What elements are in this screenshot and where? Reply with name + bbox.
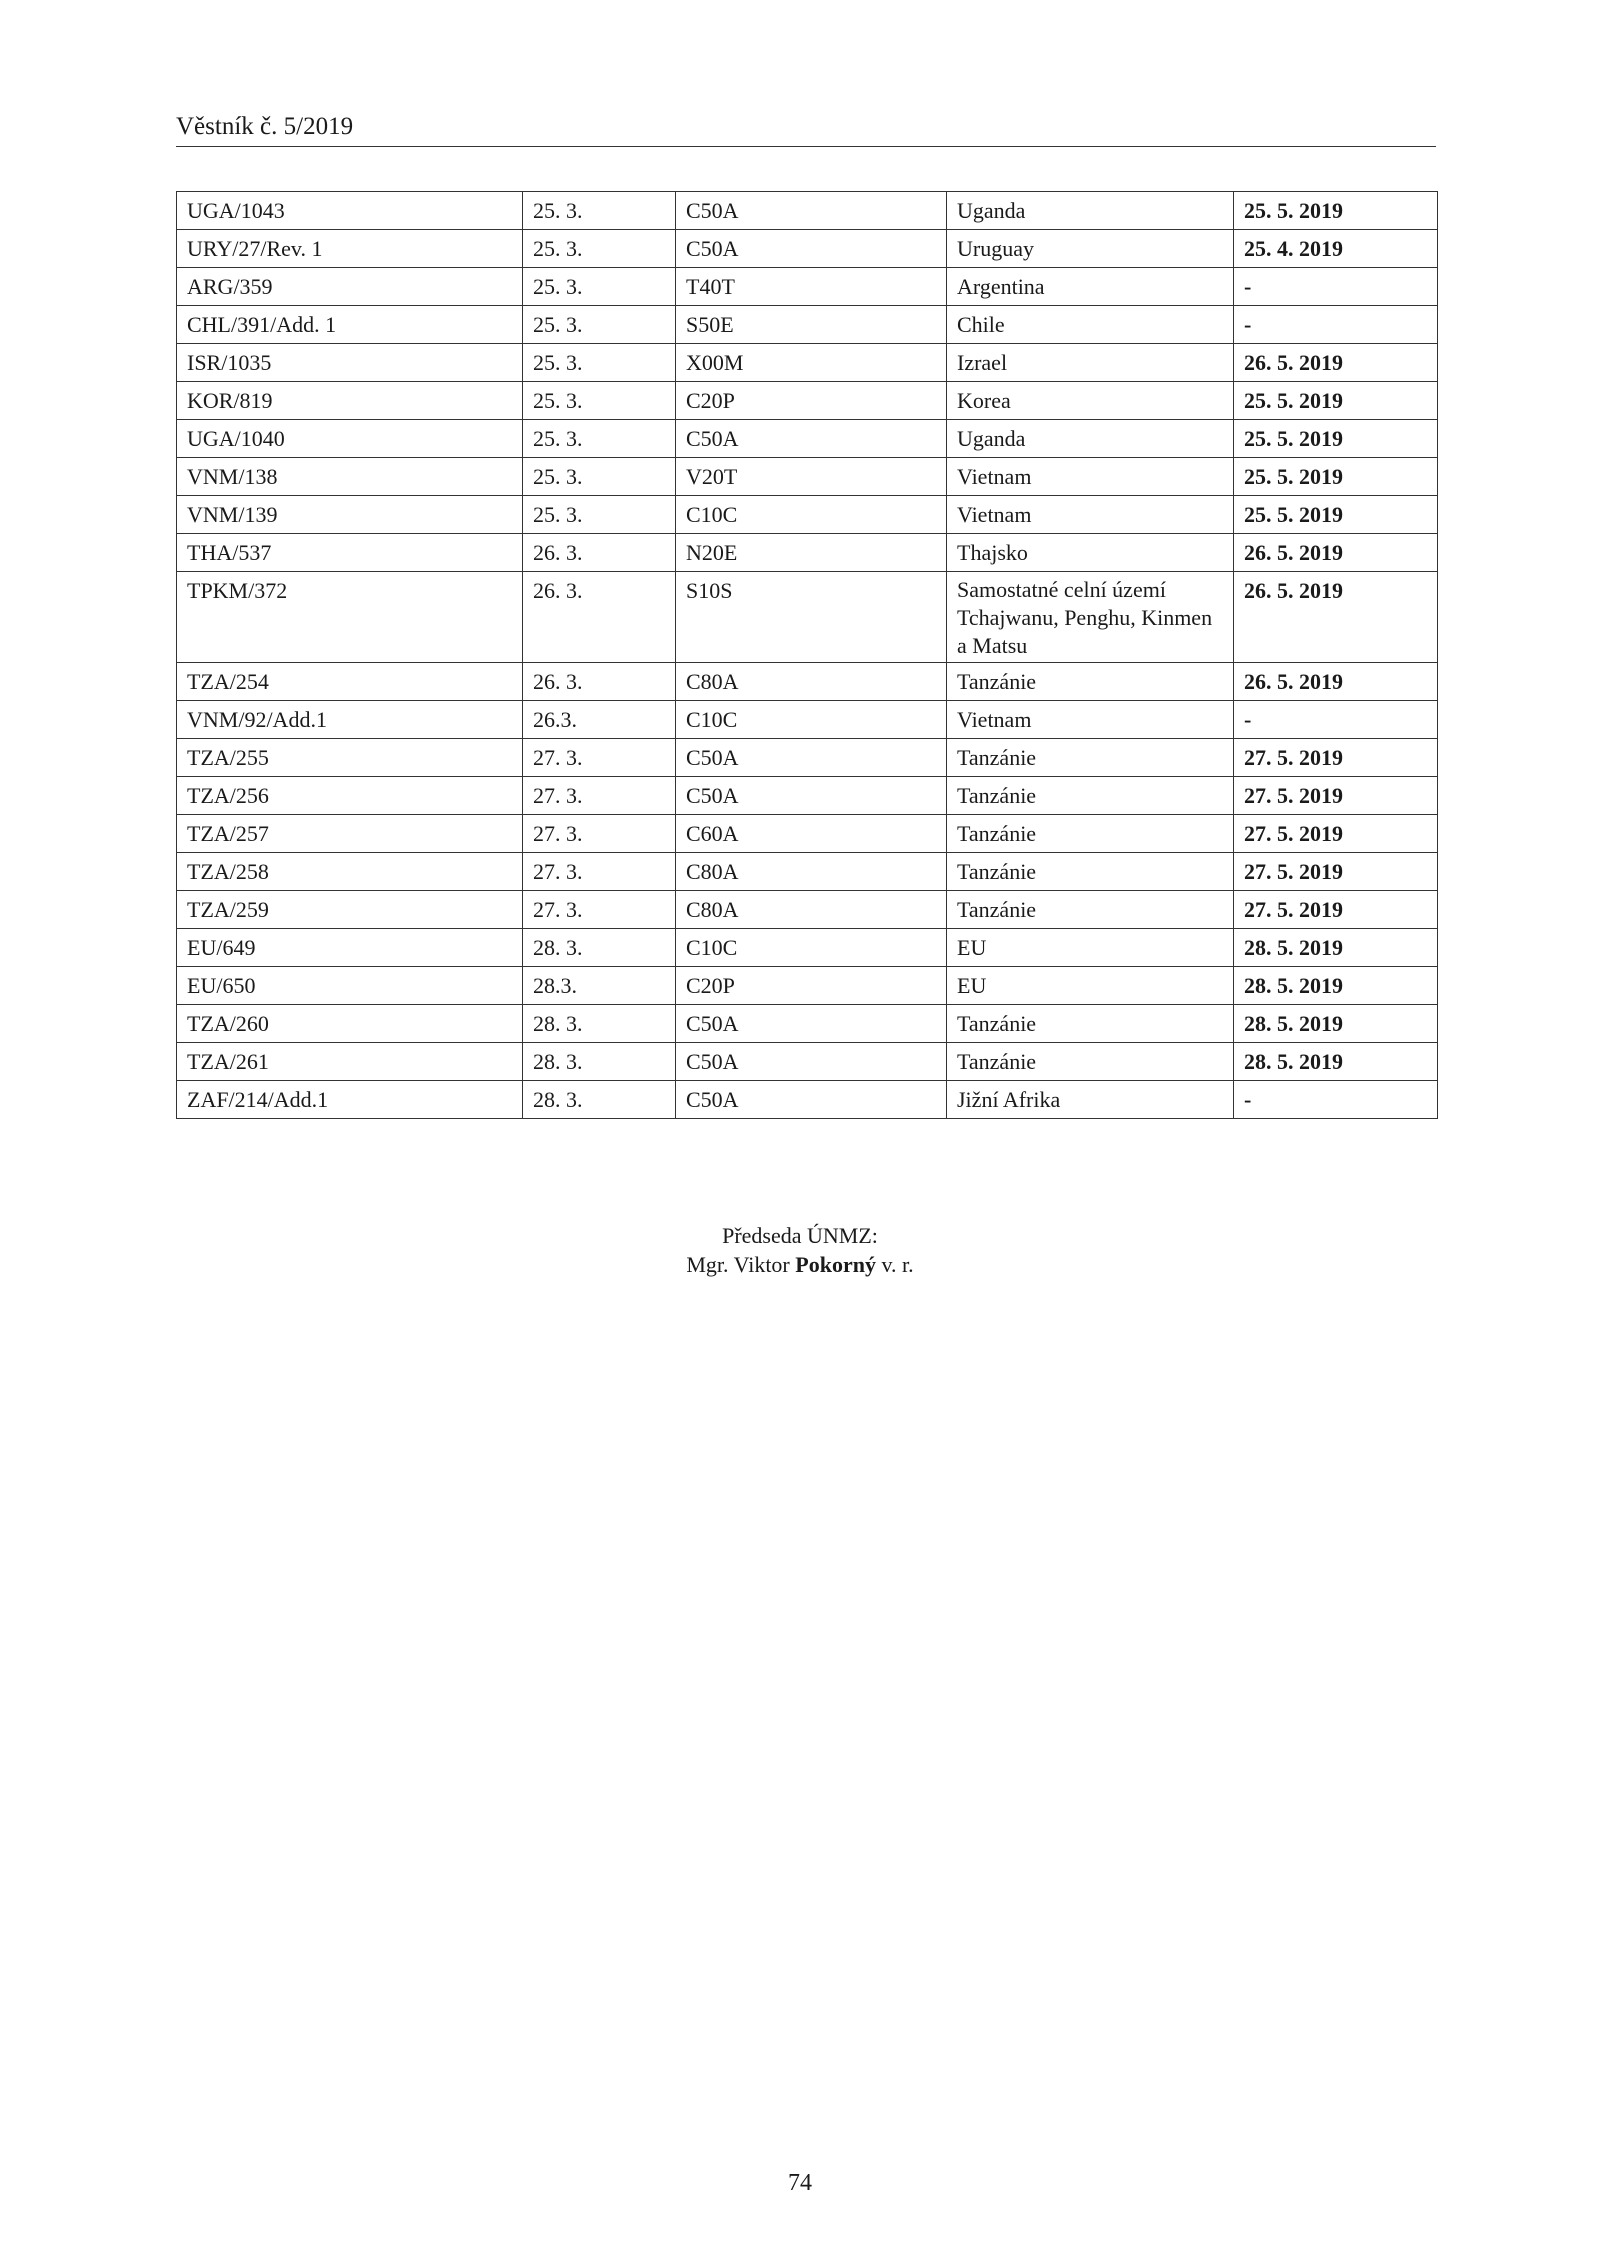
cell-code: VNM/138 <box>177 458 523 496</box>
table-row <box>177 230 1438 268</box>
cell-code: THA/537 <box>177 534 523 572</box>
cell-country: Korea <box>947 382 1234 420</box>
cell-code: ARG/359 <box>177 268 523 306</box>
cell-deadline: - <box>1234 268 1438 306</box>
cell-code: CHL/391/Add. 1 <box>177 306 523 344</box>
cell-code: VNM/92/Add.1 <box>177 701 523 739</box>
cell-date: 25. 3. <box>523 420 676 458</box>
cell-code: UGA/1040 <box>177 420 523 458</box>
signature-role: Předseda ÚNMZ: <box>722 1223 878 1248</box>
cell-class: C50A <box>676 230 947 268</box>
cell-class: X00M <box>676 344 947 382</box>
cell-country: Thajsko <box>947 534 1234 572</box>
page-header <box>176 112 1436 147</box>
cell-class: C50A <box>676 777 947 815</box>
cell-country: Tanzánie <box>947 739 1234 777</box>
cell-code: EU/649 <box>177 929 523 967</box>
table-row <box>177 853 1438 891</box>
cell-deadline: 27. 5. 2019 <box>1234 891 1438 929</box>
cell-class: C10C <box>676 929 947 967</box>
table-row <box>177 420 1438 458</box>
table-row <box>177 929 1438 967</box>
cell-country: Tanzánie <box>947 1005 1234 1043</box>
cell-country: Tanzánie <box>947 777 1234 815</box>
cell-deadline: 28. 5. 2019 <box>1234 967 1438 1005</box>
cell-country: Tanzánie <box>947 891 1234 929</box>
page-number: 74 <box>788 2170 812 2196</box>
cell-date: 26.3. <box>523 701 676 739</box>
cell-deadline: 28. 5. 2019 <box>1234 929 1438 967</box>
cell-class: C50A <box>676 1005 947 1043</box>
table-row <box>177 192 1438 230</box>
cell-date: 26. 3. <box>523 663 676 701</box>
cell-deadline: 27. 5. 2019 <box>1234 815 1438 853</box>
signature-block <box>0 1221 1600 1279</box>
cell-code: ZAF/214/Add.1 <box>177 1081 523 1119</box>
cell-country: Izrael <box>947 344 1234 382</box>
cell-country: Uganda <box>947 420 1234 458</box>
cell-date: 27. 3. <box>523 891 676 929</box>
signature-name <box>0 1250 1600 1279</box>
table-row <box>177 701 1438 739</box>
cell-class: C80A <box>676 663 947 701</box>
cell-deadline: 25. 4. 2019 <box>1234 230 1438 268</box>
cell-country: Jižní Afrika <box>947 1081 1234 1119</box>
cell-date: 27. 3. <box>523 815 676 853</box>
cell-code: TZA/257 <box>177 815 523 853</box>
cell-code: URY/27/Rev. 1 <box>177 230 523 268</box>
cell-date: 25. 3. <box>523 496 676 534</box>
cell-country: Uganda <box>947 192 1234 230</box>
table-body <box>177 192 1438 1119</box>
cell-code: TZA/254 <box>177 663 523 701</box>
cell-deadline: 27. 5. 2019 <box>1234 853 1438 891</box>
cell-deadline: - <box>1234 306 1438 344</box>
table-row <box>177 534 1438 572</box>
table-row <box>177 815 1438 853</box>
cell-code: TZA/259 <box>177 891 523 929</box>
cell-date: 27. 3. <box>523 777 676 815</box>
cell-deadline: 25. 5. 2019 <box>1234 458 1438 496</box>
cell-date: 25. 3. <box>523 382 676 420</box>
cell-date: 25. 3. <box>523 192 676 230</box>
cell-country: Vietnam <box>947 701 1234 739</box>
cell-deadline: 25. 5. 2019 <box>1234 496 1438 534</box>
cell-country: EU <box>947 967 1234 1005</box>
cell-date: 28. 3. <box>523 1043 676 1081</box>
cell-class: V20T <box>676 458 947 496</box>
table-row <box>177 891 1438 929</box>
cell-class: S10S <box>676 572 947 663</box>
cell-deadline: - <box>1234 1081 1438 1119</box>
signature-prefix: Mgr. Viktor <box>686 1252 790 1277</box>
cell-country: Chile <box>947 306 1234 344</box>
cell-class: C10C <box>676 701 947 739</box>
cell-class: C20P <box>676 967 947 1005</box>
cell-code: VNM/139 <box>177 496 523 534</box>
cell-date: 25. 3. <box>523 230 676 268</box>
cell-country: Tanzánie <box>947 1043 1234 1081</box>
cell-date: 25. 3. <box>523 458 676 496</box>
cell-deadline: 27. 5. 2019 <box>1234 739 1438 777</box>
cell-deadline: 28. 5. 2019 <box>1234 1005 1438 1043</box>
cell-deadline: 26. 5. 2019 <box>1234 663 1438 701</box>
table-row <box>177 268 1438 306</box>
cell-deadline: 26. 5. 2019 <box>1234 572 1438 663</box>
table-row <box>177 458 1438 496</box>
cell-class: T40T <box>676 268 947 306</box>
cell-code: TZA/256 <box>177 777 523 815</box>
cell-class: C50A <box>676 420 947 458</box>
signature-surname: Pokorný <box>795 1252 876 1277</box>
cell-code: EU/650 <box>177 967 523 1005</box>
cell-class: C50A <box>676 192 947 230</box>
table-row <box>177 1081 1438 1119</box>
cell-class: C80A <box>676 891 947 929</box>
cell-date: 27. 3. <box>523 853 676 891</box>
cell-country: Tanzánie <box>947 815 1234 853</box>
cell-deadline: 25. 5. 2019 <box>1234 192 1438 230</box>
cell-class: C50A <box>676 739 947 777</box>
cell-class: C80A <box>676 853 947 891</box>
table-row <box>177 1043 1438 1081</box>
cell-class: N20E <box>676 534 947 572</box>
signature-suffix: v. r. <box>881 1252 914 1277</box>
cell-date: 25. 3. <box>523 306 676 344</box>
notification-table <box>176 191 1438 1119</box>
table-row <box>177 777 1438 815</box>
cell-country: EU <box>947 929 1234 967</box>
cell-country: Vietnam <box>947 496 1234 534</box>
cell-code: ISR/1035 <box>177 344 523 382</box>
cell-date: 28. 3. <box>523 929 676 967</box>
cell-code: KOR/819 <box>177 382 523 420</box>
cell-class: C20P <box>676 382 947 420</box>
cell-class: C60A <box>676 815 947 853</box>
table-row <box>177 739 1438 777</box>
cell-code: TZA/255 <box>177 739 523 777</box>
cell-code: TZA/261 <box>177 1043 523 1081</box>
cell-country: Samostatné celní území Tchajwanu, Penghu, Kinmen a Matsu <box>947 572 1234 663</box>
cell-code: UGA/1043 <box>177 192 523 230</box>
cell-code: TZA/258 <box>177 853 523 891</box>
cell-class: S50E <box>676 306 947 344</box>
cell-class: C50A <box>676 1043 947 1081</box>
cell-date: 28. 3. <box>523 1005 676 1043</box>
table-row <box>177 572 1438 663</box>
cell-deadline: - <box>1234 701 1438 739</box>
cell-deadline: 25. 5. 2019 <box>1234 382 1438 420</box>
cell-date: 26. 3. <box>523 572 676 663</box>
table-row <box>177 344 1438 382</box>
cell-deadline: 25. 5. 2019 <box>1234 420 1438 458</box>
cell-date: 28. 3. <box>523 1081 676 1119</box>
cell-date: 26. 3. <box>523 534 676 572</box>
cell-class: C50A <box>676 1081 947 1119</box>
cell-date: 25. 3. <box>523 344 676 382</box>
cell-country: Tanzánie <box>947 663 1234 701</box>
cell-country: Argentina <box>947 268 1234 306</box>
cell-date: 27. 3. <box>523 739 676 777</box>
cell-date: 25. 3. <box>523 268 676 306</box>
cell-deadline: 26. 5. 2019 <box>1234 344 1438 382</box>
cell-date: 28.3. <box>523 967 676 1005</box>
table-row <box>177 382 1438 420</box>
cell-deadline: 27. 5. 2019 <box>1234 777 1438 815</box>
cell-deadline: 26. 5. 2019 <box>1234 534 1438 572</box>
cell-class: C10C <box>676 496 947 534</box>
cell-country: Vietnam <box>947 458 1234 496</box>
table-row <box>177 496 1438 534</box>
cell-code: TPKM/372 <box>177 572 523 663</box>
cell-deadline: 28. 5. 2019 <box>1234 1043 1438 1081</box>
table-row <box>177 1005 1438 1043</box>
table-row <box>177 306 1438 344</box>
cell-country: Uruguay <box>947 230 1234 268</box>
cell-code: TZA/260 <box>177 1005 523 1043</box>
table-row <box>177 967 1438 1005</box>
table-row <box>177 663 1438 701</box>
journal-title: Věstník č. 5/2019 <box>176 113 354 140</box>
cell-country: Tanzánie <box>947 853 1234 891</box>
